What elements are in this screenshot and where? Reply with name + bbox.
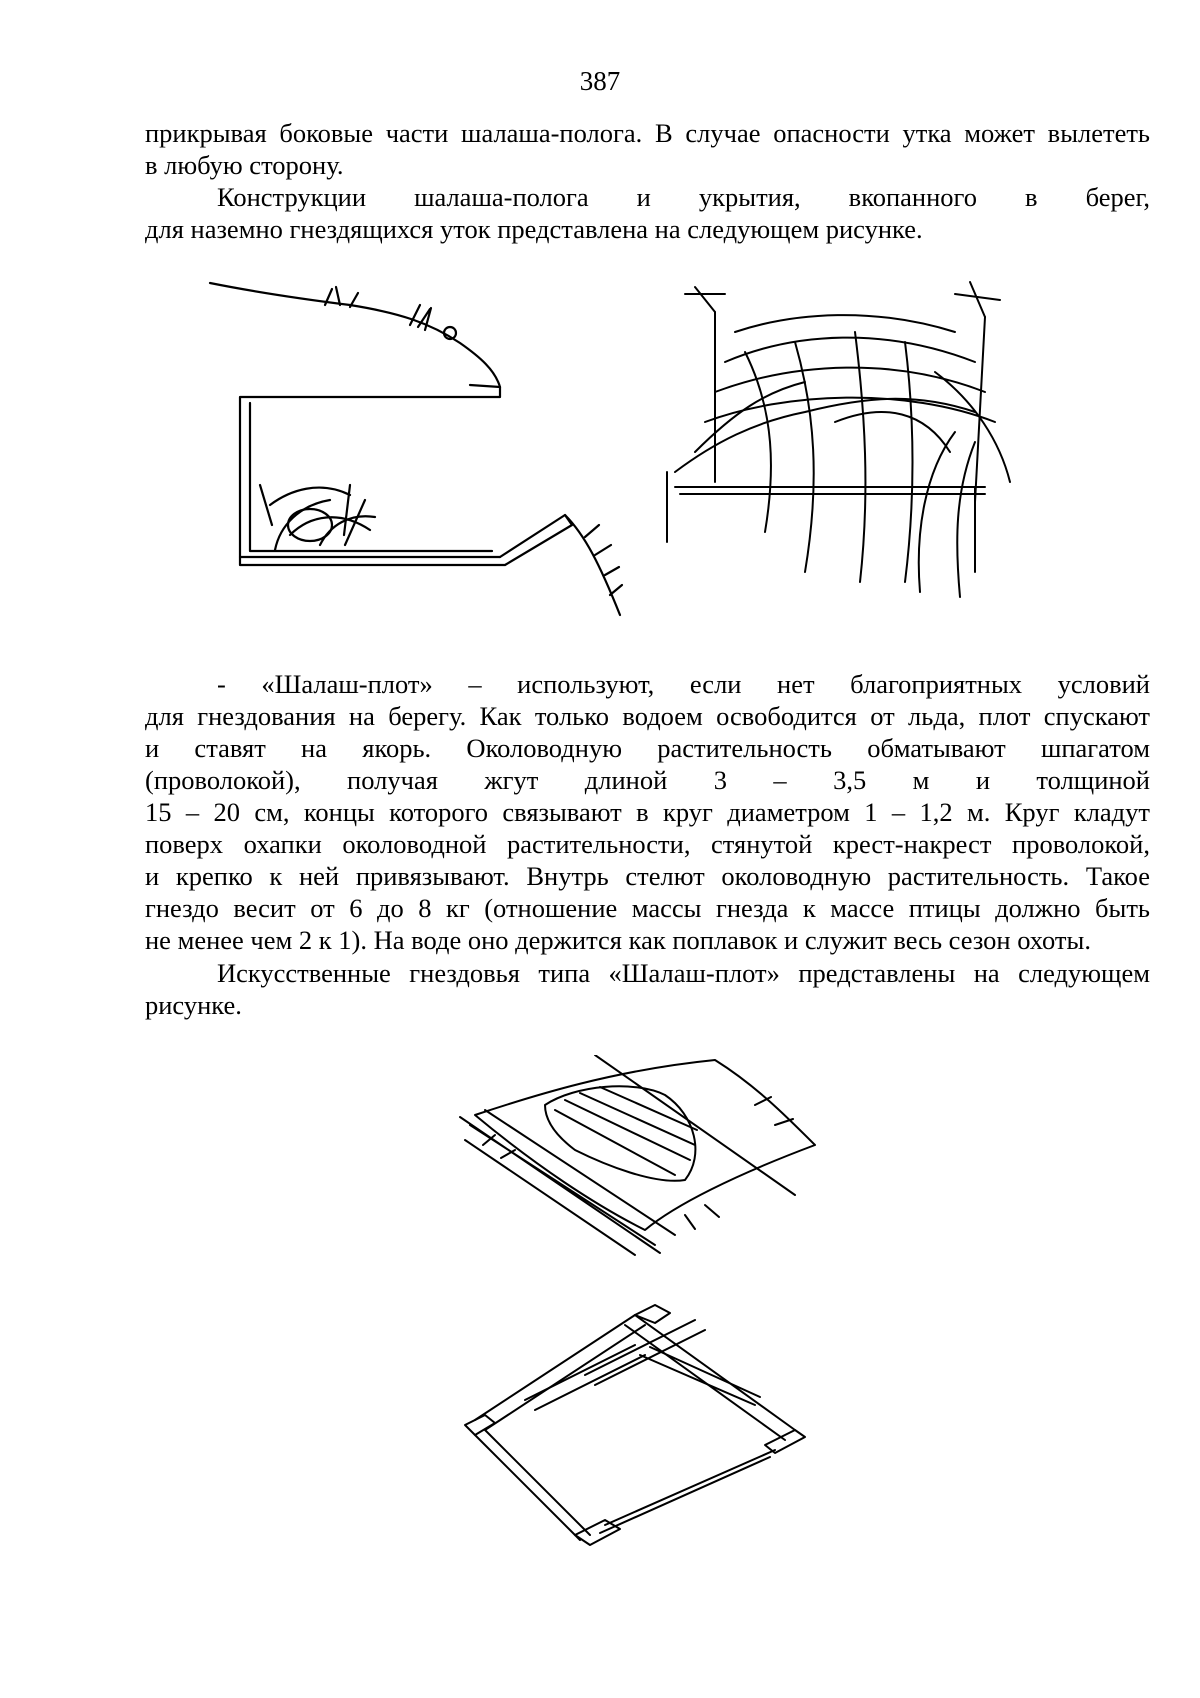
text-line: и ставят на якорь. Околоводную растительность обматывают шпагатом [145, 733, 1150, 763]
paragraph-2 [145, 181, 1150, 245]
text-line: не менее чем 2 к 1). На воде оно держится как поплавок и служит весь сезон охоты. [145, 925, 1091, 955]
text-line: Искусственные гнездовья типа «Шалаш-плот» представлены на следующем [217, 958, 1150, 988]
text-line: для гнездования на берегу. Как только водоем освободится от льда, плот спускают [145, 701, 1150, 731]
text-line: - «Шалаш-плот» – используют, если нет благоприятных условий [217, 669, 1150, 699]
text-line: (проволокой), получая жгут длиной 3 – 3,5 м и толщиной [145, 765, 1150, 795]
paragraph-3 [145, 668, 1150, 956]
canopy-shelter-illustration [655, 272, 1095, 602]
text-line: для наземно гнездящихся уток представлена на следующем рисунке. [145, 214, 923, 244]
text-line: гнездо весит от 6 до 8 кг (отношение массы гнезда к массе птицы должно быть [145, 893, 1150, 923]
text-line: рисунке. [145, 990, 242, 1020]
text-line: в любую сторону. [145, 150, 344, 180]
text-line: и крепко к ней привязывают. Внутрь стелют околоводную растительность. Такое [145, 861, 1150, 891]
page-number: 387 [579, 66, 621, 96]
text-line: поверх охапки околоводной растительности, стянутой крест-накрест проволокой, [145, 829, 1150, 859]
text-line: прикрывая боковые части шалаша-полога. В случае опасности утка может вылететь [145, 118, 1150, 148]
paragraph-4 [145, 957, 1150, 1021]
burrow-shelter-illustration [200, 275, 650, 635]
text-line: Конструкции шалаша-полога и укрытия, вкопанного в берег, [217, 182, 1150, 212]
raft-nest-illustration [455, 1055, 835, 1565]
text-line: 15 – 20 см, концы которого связывают в круг диаметром 1 – 1,2 м. Круг кладут [145, 797, 1150, 827]
paragraph-1 [145, 117, 1150, 181]
